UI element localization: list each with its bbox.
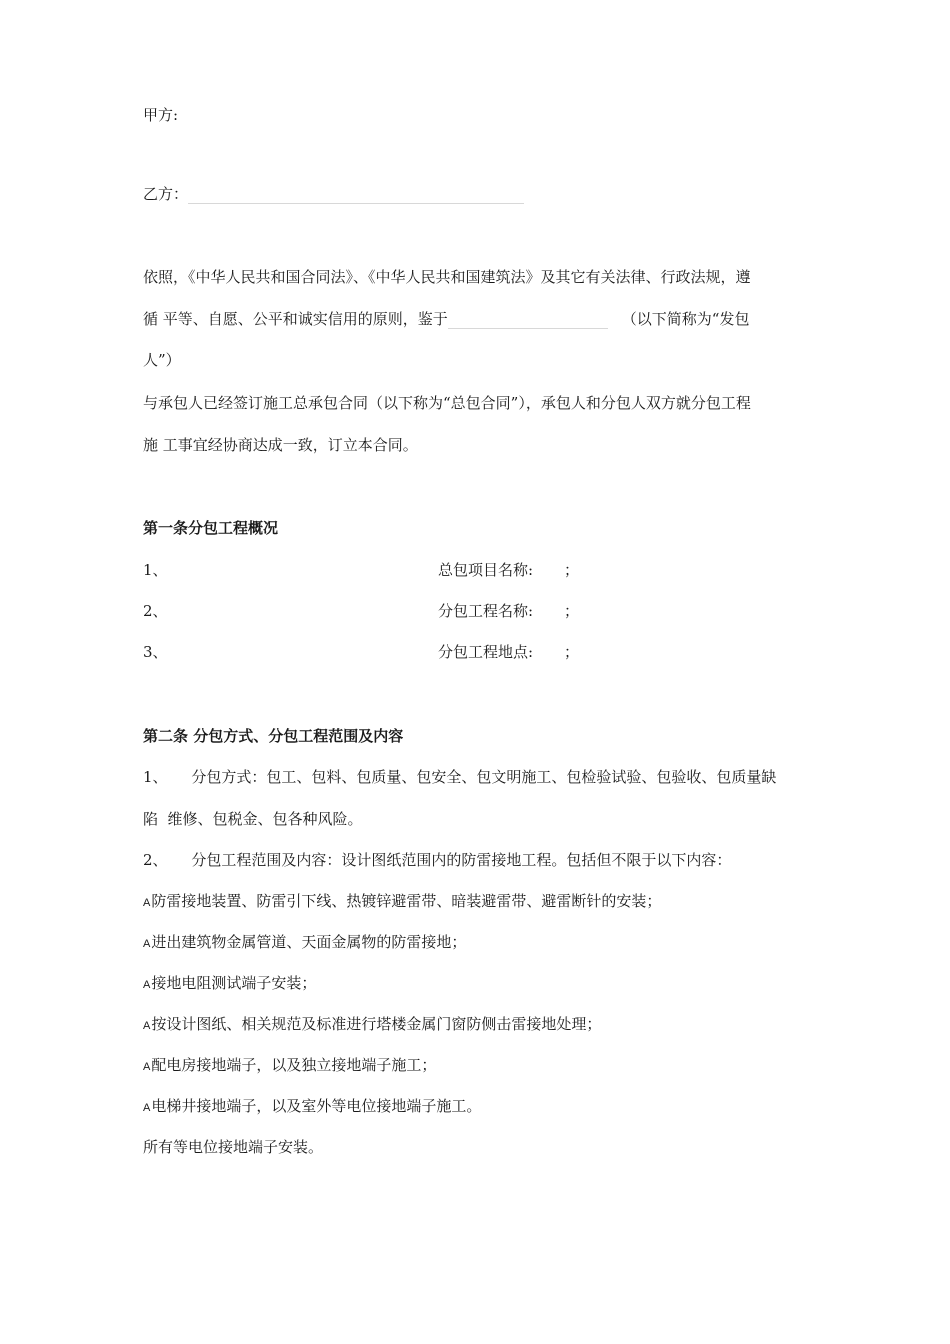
scope-bullet-item xyxy=(143,891,661,913)
party-b-label: 乙方： xyxy=(143,185,189,203)
bullet-marker: A xyxy=(143,1020,151,1032)
scope-bullet-item xyxy=(143,973,316,995)
preamble-line-1: 依照，《中华人民共和国合同法》、《中华人民共和国建筑法》及其它有关法律、行政法规，遵 xyxy=(143,268,751,286)
article-2-item-1-line-1: 1、 分包方式：包工、包料、包质量、包安全、包文明施工、包检验试验、包验收、包质量缺 xyxy=(143,768,777,786)
preamble-line-2-start: 循 平等、自愿、公平和诚实信用的原则，鉴于 xyxy=(143,310,448,328)
article-1-item-end: ； xyxy=(564,643,580,661)
scope-bullet-text: 进出建筑物金属管道、天面金属物的防雷接地； xyxy=(151,933,467,951)
article-1-item-end: ； xyxy=(564,561,580,579)
scope-bullet-text: 按设计图纸、相关规范及标准进行塔楼金属门窗防侧击雷接地处理； xyxy=(151,1015,602,1033)
bullet-marker: A xyxy=(143,938,151,950)
bullet-marker: A xyxy=(143,897,151,909)
bullet-marker: A xyxy=(143,1102,151,1114)
bullet-marker: A xyxy=(143,979,151,991)
article-1-heading: 第一条分包工程概况 xyxy=(143,519,279,537)
article-1-item-label: 分包工程名称: xyxy=(438,602,534,620)
scope-bullet-item xyxy=(143,1055,436,1077)
preamble-line-2-end: （以下简称为“发包 xyxy=(621,310,750,328)
party-b-row xyxy=(143,184,524,204)
party-a-label: 甲方: xyxy=(143,106,179,124)
article-2-item-2: 2、 分包工程范围及内容：设计图纸范围内的防雷接地工程。包括但不限于以下内容： xyxy=(143,851,732,869)
scope-bullet-text: 防雷接地装置、防雷引下线、热镀锌避雷带、暗装避雷带、避雷断针的安装； xyxy=(151,892,662,910)
article-1-item-number: 1、 xyxy=(143,561,168,579)
article-1-item-number: 3、 xyxy=(143,643,168,661)
article-2-heading: 第二条 分包方式、分包工程范围及内容 xyxy=(143,727,404,745)
employer-name-blank[interactable] xyxy=(448,312,608,329)
scope-bullet-text: 电梯井接地端子，以及室外等电位接地端子施工。 xyxy=(151,1097,482,1115)
article-1-item-number: 2、 xyxy=(143,602,168,620)
scope-bullet-text: 接地电阻测试端子安装； xyxy=(151,974,317,992)
scope-closing: 所有等电位接地端子安装。 xyxy=(143,1138,324,1156)
party-b-blank[interactable] xyxy=(188,187,524,204)
preamble-line-3: 人”） xyxy=(143,351,181,369)
article-1-item-label: 总包项目名称: xyxy=(438,561,534,579)
article-2-item-1-line-2: 陷 维修、包税金、包各种风险。 xyxy=(143,810,363,828)
preamble-line-4: 与承包人已经签订施工总承包合同（以下称为“总包合同”），承包人和分包人双方就分包工程 xyxy=(143,394,751,412)
scope-bullet-text: 配电房接地端子，以及独立接地端子施工； xyxy=(151,1056,437,1074)
scope-bullet-item xyxy=(143,1014,601,1036)
article-1-item-label: 分包工程地点: xyxy=(438,643,534,661)
preamble-line-2 xyxy=(143,309,749,329)
scope-bullet-item xyxy=(143,1096,481,1118)
scope-bullet-item xyxy=(143,932,466,954)
bullet-marker: A xyxy=(143,1061,151,1073)
preamble-line-5: 施 工事宜经协商达成一致，订立本合同。 xyxy=(143,436,418,454)
article-1-item-end: ； xyxy=(564,602,580,620)
